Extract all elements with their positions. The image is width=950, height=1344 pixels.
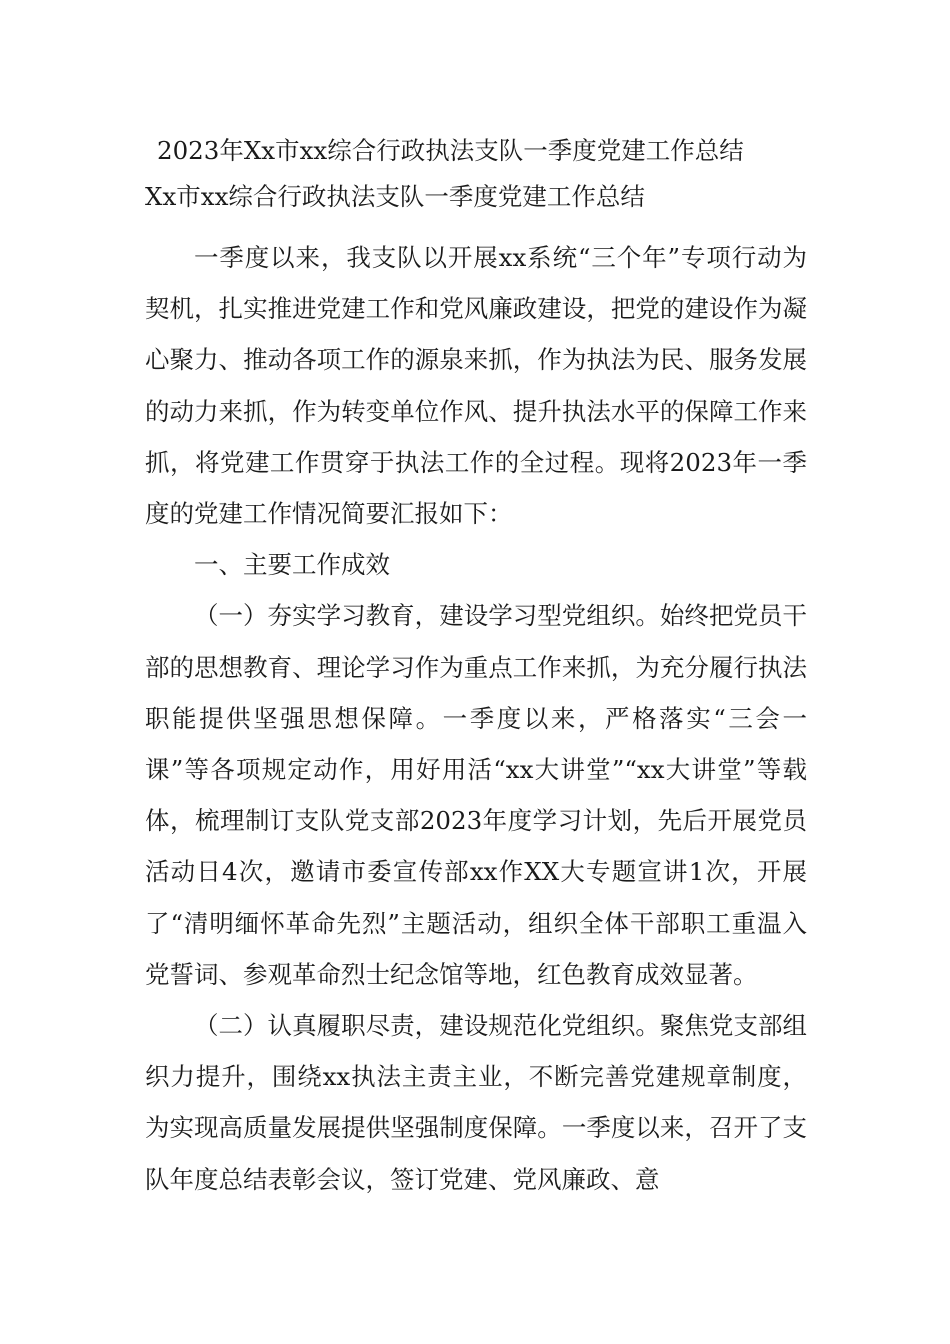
body-paragraph-1: （一）夯实学习教育，建设学习型党组织。始终把党员干部的思想教育、理论学习作为重点工作来抓，为充分履行执法职能提供坚强思想保障。一季度以来，严格落实“三会一课”等各项规定动作，用好用活“xx大讲堂”“xx大讲堂”等载体，梳理制订支队党支部2023年度学习计划，先后开展党员活动日4次，邀请市委宣传部xx作XX大专题宣讲1次，开展了“清明缅怀革命先烈”主题活动，组织全体干部职工重温入党誓词、参观革命烈士纪念馆等地，红色教育成效显著。 xyxy=(145,601,807,989)
document-body xyxy=(145,128,807,1205)
section-heading: 一、主要工作成效 xyxy=(194,550,390,580)
intro-paragraph: 一季度以来，我支队以开展xx系统“三个年”专项行动为契机，扎实推进党建工作和党风廉政建设，把党的建设作为凝心聚力、推动各项工作的源泉来抓，作为执法为民、服务发展的动力来抓，作为转变单位作风、提升执法水平的保障工作来抓，将党建工作贯穿于执法工作的全过程。现将2023年一季度的党建工作情况简要汇报如下： xyxy=(145,243,807,529)
document-title: 2023年Xx市xx综合行政执法支队一季度党建工作总结 xyxy=(157,136,744,165)
body-paragraph-2: （二）认真履职尽责，建设规范化党组织。聚焦党支部组织力提升，围绕xx执法主责主业，不断完善党建规章制度，为实现高质量发展提供坚强制度保障。一季度以来，召开了支队年度总结表彰会议，签订党建、党风廉政、意 xyxy=(145,1011,807,1194)
document-subtitle: Xx市xx综合行政执法支队一季度党建工作总结 xyxy=(145,182,645,211)
